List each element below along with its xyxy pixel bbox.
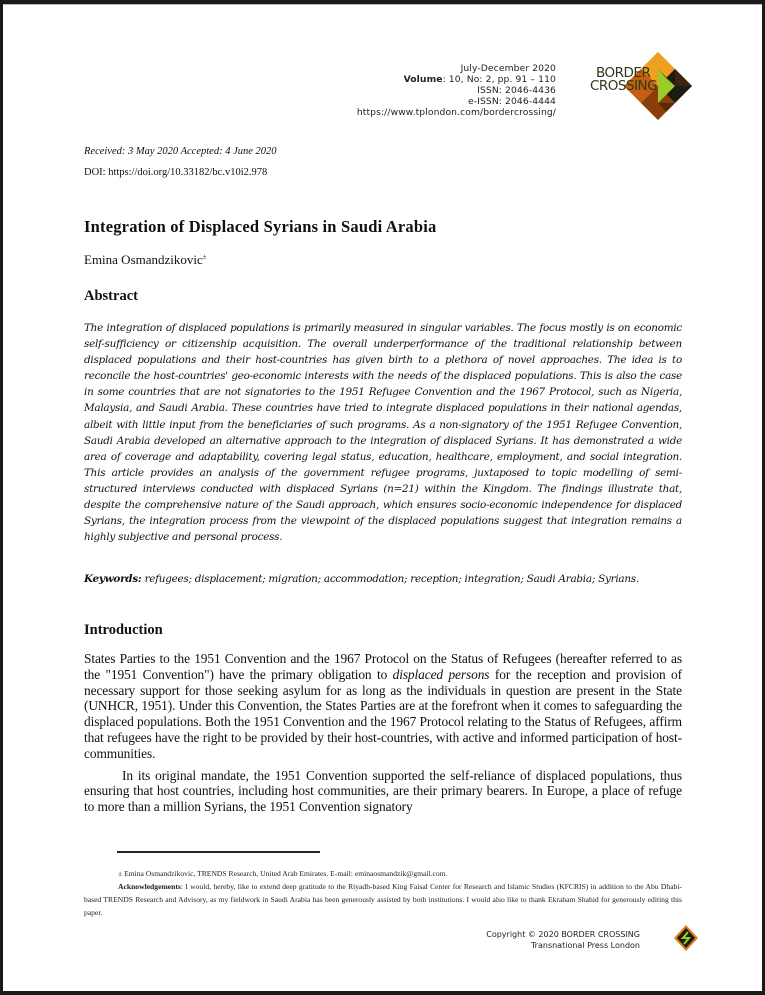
keywords [84,571,682,587]
volume-line: Volume: 10, No: 2, pp. 91 – 110 [403,74,556,85]
logo-text: BORDER CROSSING [590,65,658,94]
intro-paragraph-2: In its original mandate, the 1951 Convention supported the self-reliance of displaced populations, thus ensuring that host countries, including host communities, are their primary bearers. In Europe, a place of refuge to more than a million Syrians, the 1951 Convention signatory [84,767,682,815]
issn: ISSN: 2046-4436 [477,85,556,96]
introduction-heading: Introduction [84,622,163,638]
article-title: Integration of Displaced Syrians in Saudi Arabia [84,217,437,236]
doi-link[interactable]: DOI: https://doi.org/10.33182/bc.v10i2.978 [84,167,268,178]
footnote-divider [117,851,320,853]
footnotes [84,867,682,919]
author-footnote-mark[interactable]: ± [202,252,207,261]
journal-info [357,63,556,118]
acknowledgements-footnote: Acknowledgements: I would, hereby, like to extend deep gratitude to the Riyadh-based King Faisal Center for Research and Islamic Studies (KFCRIS) in addition to the Abu Dhabi-based TRENDS Research and Advisory, as my fieldwork in Saudi Arabia has been generously assisted by both institutions. I would also like to thank Ekraham Shahid for generously editing this paper. [84,882,682,917]
issue-period: July-December 2020 [460,63,556,74]
author-name: Emina Osmandzikovic± [84,252,207,267]
keywords-label: Keywords: [84,573,142,585]
abstract-heading: Abstract [84,288,138,304]
abstract-text: The integration of displaced populations is primarily measured in singular variables. The focus mostly is on economic self-sufficiency or citizenship acquisition. The overall underperformance of the traditional relationship between displaced populations and their host-countries has given birth to a plethora of novel approaches. The idea is to reconcile the host-countries' geo-economic interests with the needs of the displaced populations. This is also the case in some countries that are not signatories to the 1951 Refugee Convention and the 1967 Protocol, such as Nigeria, Malaysia, and Saudi Arabia. These countries have tried to integrate displaced populations in their national agendas, albeit with little input from the beneficiaries of such programs. As a non-signatory of the 1951 Refugee Convention, Saudi Arabia developed an alternative approach to the integration of displaced Syrians. It has demonstrated a wide area of coverage and adaptability, covering legal status, education, healthcare, employment, and social integration. This article provides an analysis of the government refugee programs, juxtaposed to topic modelling of semi-structured interviews conducted with displaced Syrians (n=21) within the Kingdom. The findings illustrate that, despite the comprehensive nature of the Saudi approach, which ensures socio-economic independence for displaced Syrians, the integration process from the viewpoint of the displaced populations suggest that integration remains a highly subjective and personal process. [84,322,682,544]
publisher-diamond-icon [673,924,699,952]
keywords-list: refugees; displacement; migration; accommodation; reception; integration; Saudi Arabia; Syrians. [141,573,639,585]
eissn: e-ISSN: 2046-4444 [467,96,556,107]
publisher-line: Transnational Press London [530,941,640,950]
copyright-notice [486,929,640,951]
intro-paragraph-1: States Parties to the 1951 Convention and the 1967 Protocol on the Status of Refugees (hereafter referred to as the "1951 Convention") have the primary obligation to displaced persons for the reception and provision of necessary support for those seeking asylum for as long as the individuals in question are present in the State (UNHCR, 1951). Under this Convention, the States Parties are at the forefront when it comes to safeguarding the displaced populations. Both the 1951 Convention and the 1967 Protocol relating to the Status of Refugees, affirm that refugees have the right to be provided by their host-countries, with active and informed participation of host-communities. [84,651,682,761]
border-crossing-logo [590,50,710,122]
received-accepted-dates: Received: 3 May 2020 Accepted: 4 June 2020 [84,146,277,157]
author-affiliation-footnote: ± Emina Osmandzikovic, TRENDS Research, United Arab Emirates. E-mail: eminaosmandzik@gmail.com. [118,869,448,878]
introduction-body [84,651,682,821]
copyright-line: Copyright © 2020 BORDER CROSSING [486,930,640,939]
journal-url[interactable]: https://www.tplondon.com/bordercrossing/ [356,107,556,118]
